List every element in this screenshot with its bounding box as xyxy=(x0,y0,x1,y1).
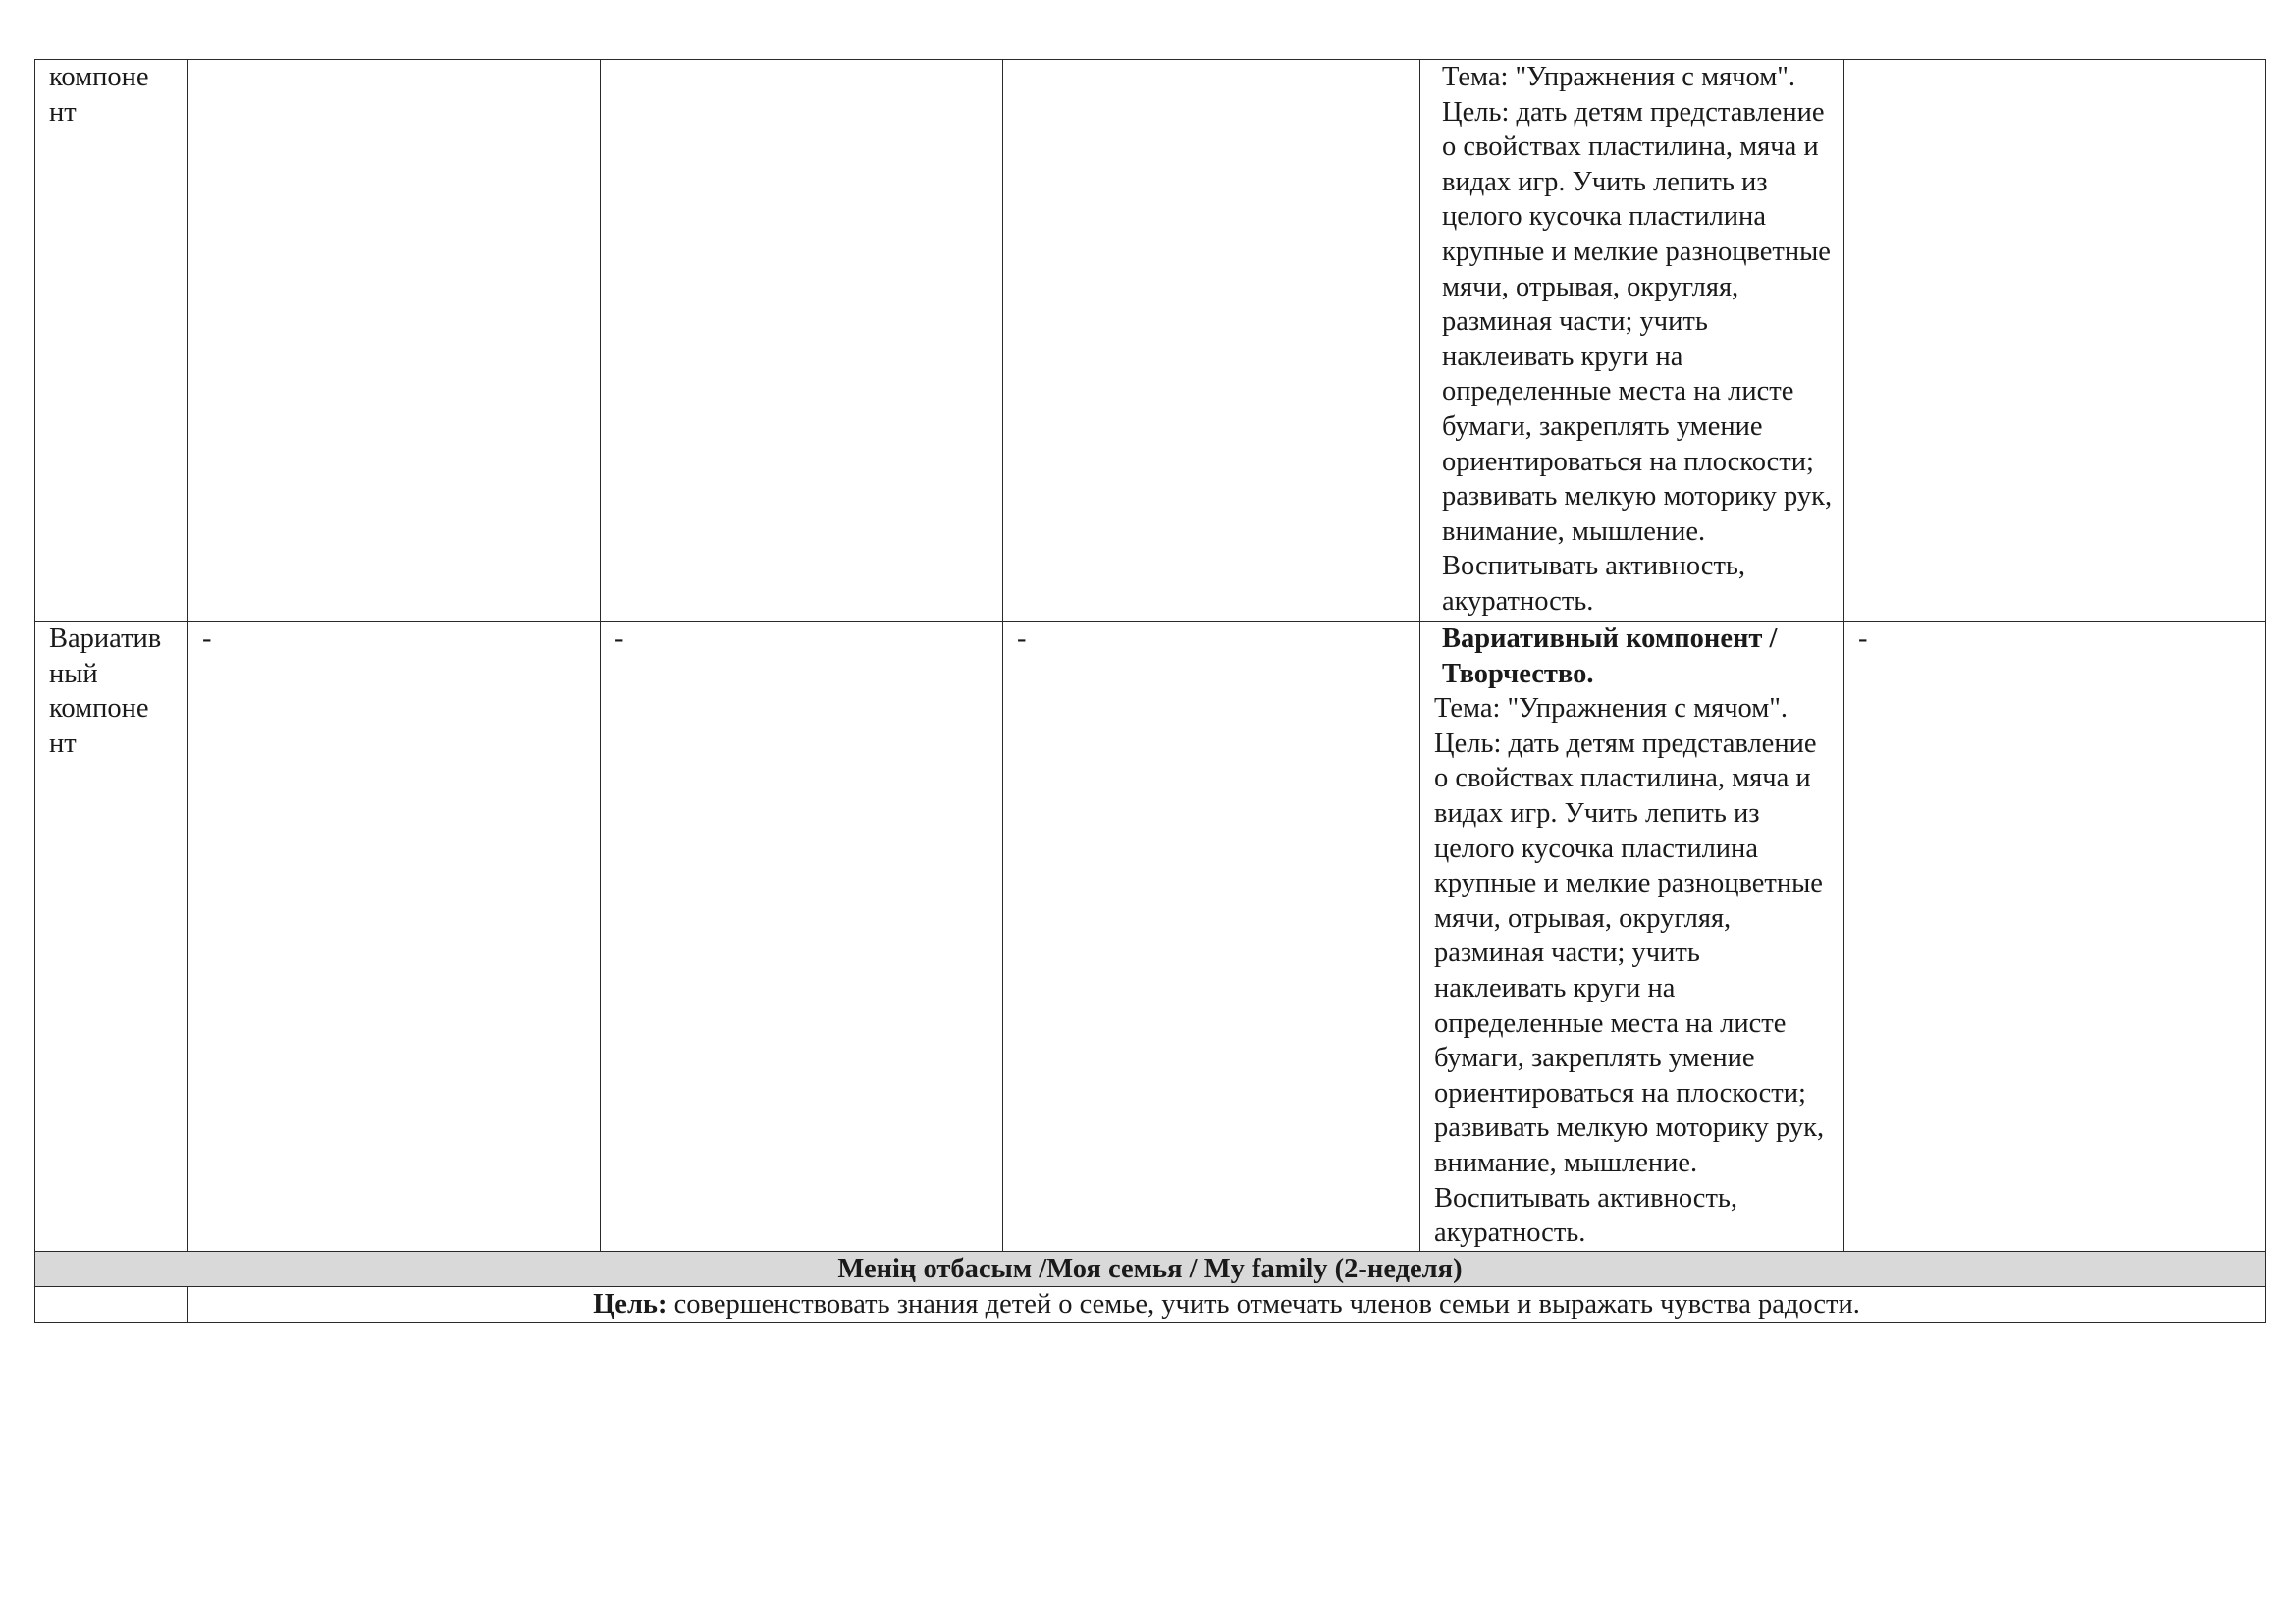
table-cell xyxy=(601,622,1003,1252)
goal-text: совершенствовать знания детей о семье, учить отмечать членов семьи и выражать чувства радости. xyxy=(667,1289,1860,1320)
lesson-plan-table xyxy=(34,59,2266,1323)
table-cell xyxy=(188,622,601,1252)
dash-text: - xyxy=(1017,623,1027,654)
topic-cell xyxy=(1420,60,1844,622)
table-row-week-header xyxy=(35,1252,2266,1287)
dash-text: - xyxy=(202,623,212,654)
table-cell xyxy=(1844,622,2266,1252)
row-label-text: Вариатив ный компоне нт xyxy=(49,623,162,759)
table-cell xyxy=(35,1287,188,1323)
table-cell xyxy=(1003,622,1420,1252)
goal-cell xyxy=(188,1287,2266,1323)
table-cell xyxy=(1003,60,1420,622)
table-cell xyxy=(1844,60,2266,622)
row-label-text: компоне нт xyxy=(49,62,149,128)
topic-cell xyxy=(1420,622,1844,1252)
dash-text: - xyxy=(1858,623,1868,654)
topic-heading: Вариативный компонент / Творчество. xyxy=(1442,623,1778,689)
table-cell xyxy=(601,60,1003,622)
topic-text: Тема: "Упражнения с мячом". Цель: дать детям представление о свойствах пластилина, мяча и видах игр. Учить лепить из целого кусочка пластилина крупные и мелкие разноцветные мячи, отрывая, округляя, разминая части; учить наклеивать круги на определенные места на листе бумаги, закреплять умение ориентироваться на плоскости; развивать мелкую моторику рук, внимание, мышление. Воспитывать активность, акуратность. xyxy=(1434,693,1825,1249)
table-row-goal xyxy=(35,1287,2266,1323)
week-header: Менің отбасым /Моя семья / My family (2-неделя) xyxy=(35,1252,2266,1287)
row-label-variative xyxy=(35,622,188,1252)
row-label-component xyxy=(35,60,188,622)
table-cell xyxy=(188,60,601,622)
goal-label: Цель: xyxy=(593,1289,667,1320)
topic-text: Тема: "Упражнения с мячом". Цель: дать детям представление о свойствах пластилина, мяча и видах игр. Учить лепить из целого кусочка пластилина крупные и мелкие разноцветные мячи, отрывая, округляя, разминая части; учить наклеивать круги на определенные места на листе бумаги, закреплять умение ориентироваться на плоскости; развивать мелкую моторику рук, внимание, мышление. Воспитывать активность, акуратность. xyxy=(1442,62,1833,617)
table-row-component xyxy=(35,60,2266,622)
dash-text: - xyxy=(614,623,624,654)
table-row-variative xyxy=(35,622,2266,1252)
